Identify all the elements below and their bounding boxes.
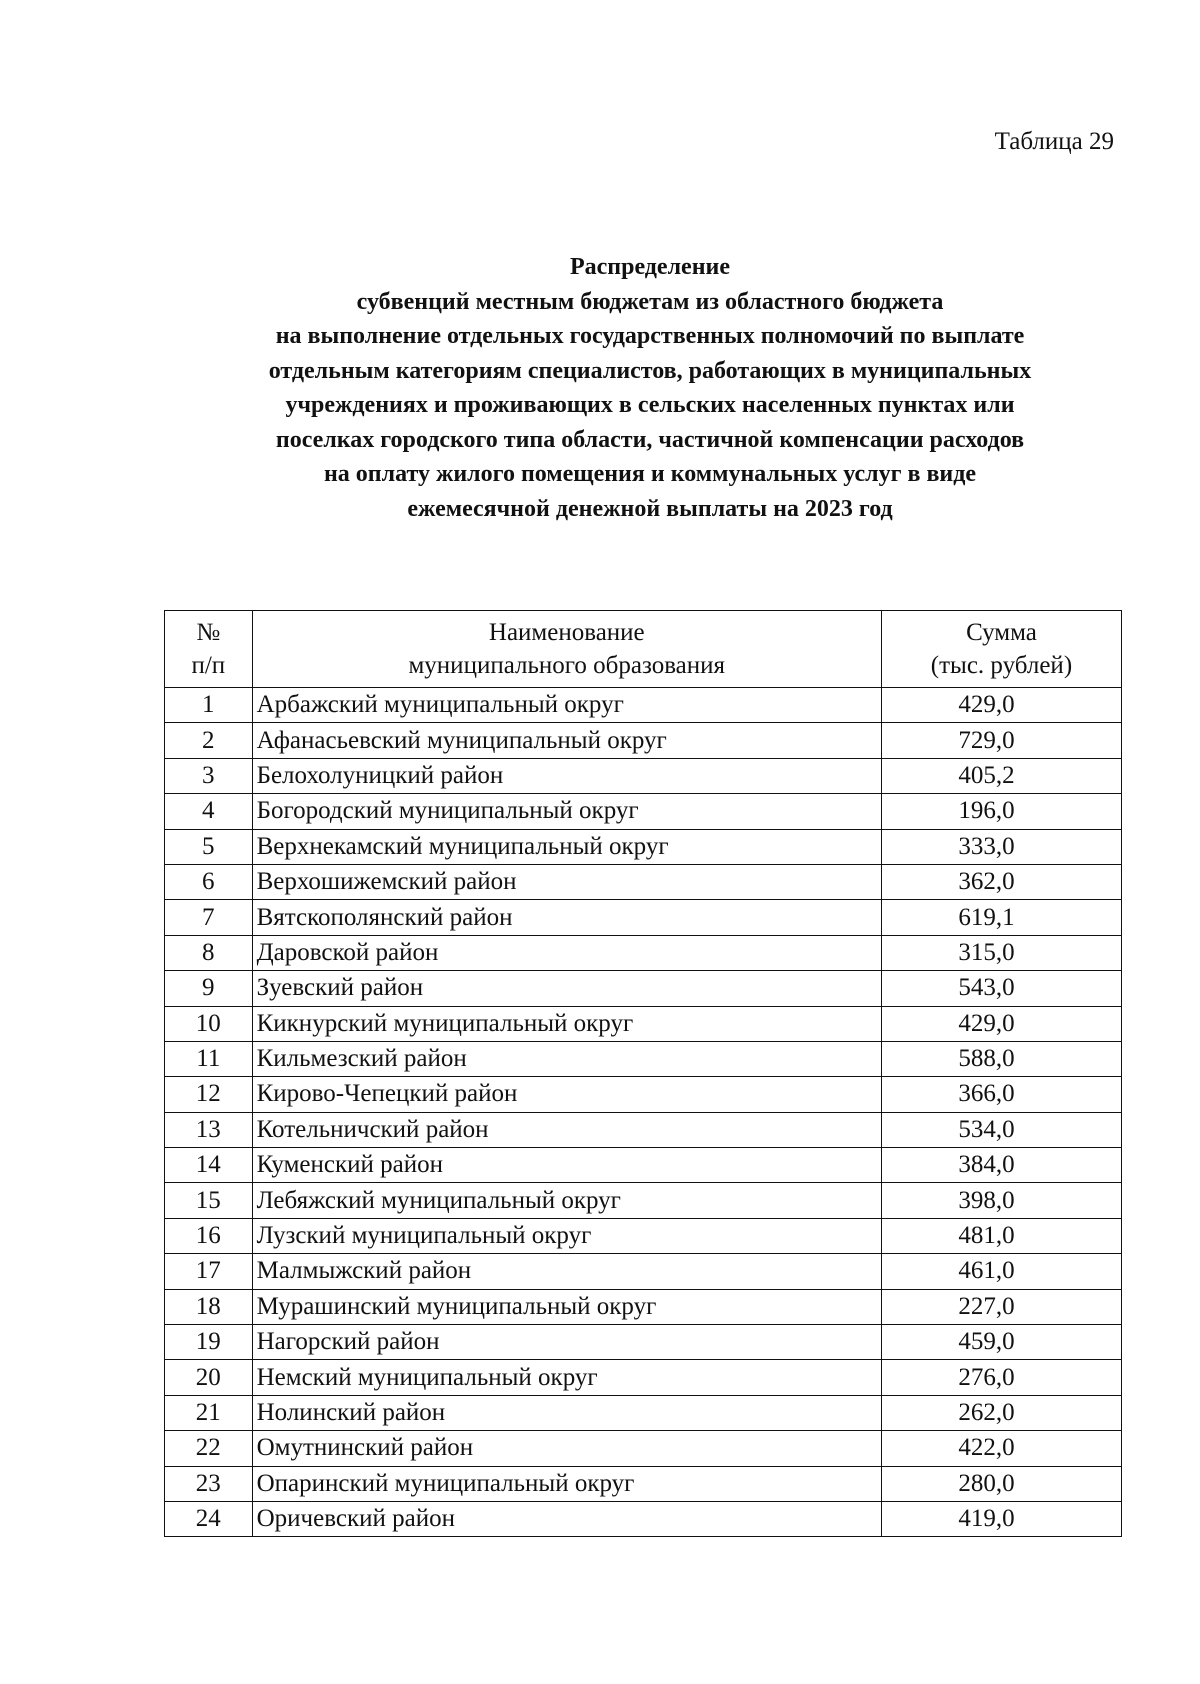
row-number: 1	[165, 688, 253, 723]
municipality-name: Омутнинский район	[252, 1431, 881, 1466]
municipality-name: Котельничский район	[252, 1112, 881, 1147]
municipality-name: Афанасьевский муниципальный округ	[252, 723, 881, 758]
subsidy-amount: 362,0	[881, 864, 1121, 899]
municipality-name: Опаринский муниципальный округ	[252, 1466, 881, 1501]
municipality-name: Даровской район	[252, 935, 881, 970]
subsidy-amount: 276,0	[881, 1360, 1121, 1395]
municipality-name: Верхнекамский муниципальный округ	[252, 829, 881, 864]
municipality-name: Лебяжский муниципальный округ	[252, 1183, 881, 1218]
row-number: 6	[165, 864, 253, 899]
row-number: 7	[165, 900, 253, 935]
row-number: 15	[165, 1183, 253, 1218]
subsidy-amount: 588,0	[881, 1041, 1121, 1076]
row-number: 8	[165, 935, 253, 970]
row-number: 9	[165, 971, 253, 1006]
table-row	[165, 794, 1122, 829]
table-row	[165, 971, 1122, 1006]
municipality-name: Мурашинский муниципальный округ	[252, 1289, 881, 1324]
municipality-name: Арбажский муниципальный округ	[252, 688, 881, 723]
table-row	[165, 1006, 1122, 1041]
subsidy-amount: 398,0	[881, 1183, 1121, 1218]
subsidy-amount: 366,0	[881, 1077, 1121, 1112]
title-line: ежемесячной денежной выплаты на 2023 год	[407, 495, 893, 522]
header-name-line2: муниципального образования	[408, 652, 726, 679]
document-title	[120, 250, 1180, 526]
municipality-name: Нолинский район	[252, 1395, 881, 1430]
municipality-name: Кирово-Чепецкий район	[252, 1077, 881, 1112]
subsidy-amount: 481,0	[881, 1218, 1121, 1253]
municipality-name: Малмыжский район	[252, 1254, 881, 1289]
subsidy-amount: 729,0	[881, 723, 1121, 758]
row-number: 18	[165, 1289, 253, 1324]
table-body	[165, 688, 1122, 1537]
row-number: 5	[165, 829, 253, 864]
header-num	[165, 611, 253, 688]
table-row	[165, 829, 1122, 864]
subsidy-amount: 405,2	[881, 758, 1121, 793]
subsidy-amount: 619,1	[881, 900, 1121, 935]
row-number: 19	[165, 1325, 253, 1360]
table-row	[165, 864, 1122, 899]
header-num-line2: п/п	[191, 652, 226, 679]
table-row	[165, 1183, 1122, 1218]
title-line: субвенций местным бюджетам из областного бюджета	[356, 288, 944, 315]
table-number: Таблица 29	[994, 128, 1114, 155]
header-sum-line1: Сумма	[966, 619, 1037, 646]
table-row	[165, 1431, 1122, 1466]
row-number: 20	[165, 1360, 253, 1395]
subsidy-table	[164, 610, 1122, 1537]
subsidy-amount: 384,0	[881, 1148, 1121, 1183]
municipality-name: Белохолуницкий район	[252, 758, 881, 793]
title-line: Распределение	[569, 254, 731, 280]
row-number: 3	[165, 758, 253, 793]
municipality-name: Зуевский район	[252, 971, 881, 1006]
table-row	[165, 1501, 1122, 1536]
table-row	[165, 1148, 1122, 1183]
municipality-name: Вятскополянский район	[252, 900, 881, 935]
title-line: отдельным категориям специалистов, работающих в муниципальных	[268, 357, 1032, 384]
subsidy-amount: 280,0	[881, 1466, 1121, 1501]
municipality-name: Оричевский район	[252, 1501, 881, 1536]
subsidy-amount: 333,0	[881, 829, 1121, 864]
row-number: 12	[165, 1077, 253, 1112]
table-row	[165, 688, 1122, 723]
subsidy-amount: 543,0	[881, 971, 1121, 1006]
subsidy-amount: 422,0	[881, 1431, 1121, 1466]
table-row	[165, 1041, 1122, 1076]
row-number: 24	[165, 1501, 253, 1536]
subsidy-amount: 419,0	[881, 1501, 1121, 1536]
header-row	[165, 611, 1122, 688]
subsidy-amount: 459,0	[881, 1325, 1121, 1360]
subsidy-amount: 429,0	[881, 1006, 1121, 1041]
row-number: 4	[165, 794, 253, 829]
table-header	[165, 611, 1122, 688]
title-line: на выполнение отдельных государственных полномочий по выплате	[275, 323, 1025, 349]
row-number: 13	[165, 1112, 253, 1147]
row-number: 2	[165, 723, 253, 758]
title-line: на оплату жилого помещения и коммунальных услуг в виде	[323, 461, 977, 487]
title-line: учреждениях и проживающих в сельских населенных пунктах или	[285, 392, 1015, 418]
municipality-name: Куменский район	[252, 1148, 881, 1183]
row-number: 11	[165, 1041, 253, 1076]
table-row	[165, 723, 1122, 758]
subsidy-amount: 429,0	[881, 688, 1121, 723]
subsidy-amount: 315,0	[881, 935, 1121, 970]
municipality-name: Немский муниципальный округ	[252, 1360, 881, 1395]
row-number: 21	[165, 1395, 253, 1430]
municipality-name: Лузский муниципальный округ	[252, 1218, 881, 1253]
subsidy-amount: 262,0	[881, 1395, 1121, 1430]
row-number: 10	[165, 1006, 253, 1041]
row-number: 17	[165, 1254, 253, 1289]
header-sum-line2: (тыс. рублей)	[930, 652, 1073, 679]
municipality-name: Верхошижемский район	[252, 864, 881, 899]
header-sum	[881, 611, 1121, 688]
municipality-name: Кикнурский муниципальный округ	[252, 1006, 881, 1041]
table-row	[165, 1360, 1122, 1395]
table-row	[165, 1077, 1122, 1112]
subsidy-amount: 227,0	[881, 1289, 1121, 1324]
row-number: 22	[165, 1431, 253, 1466]
table-row	[165, 758, 1122, 793]
subsidy-amount: 461,0	[881, 1254, 1121, 1289]
header-num-line1: №	[196, 619, 221, 646]
table-row	[165, 1395, 1122, 1430]
header-name-line1: Наименование	[488, 619, 645, 646]
municipality-name: Нагорский район	[252, 1325, 881, 1360]
subsidy-amount: 534,0	[881, 1112, 1121, 1147]
table-row	[165, 1112, 1122, 1147]
table-row	[165, 900, 1122, 935]
subsidy-amount: 196,0	[881, 794, 1121, 829]
table-row	[165, 1254, 1122, 1289]
table-row	[165, 935, 1122, 970]
table-row	[165, 1466, 1122, 1501]
table-row	[165, 1325, 1122, 1360]
table-row	[165, 1218, 1122, 1253]
row-number: 16	[165, 1218, 253, 1253]
table-row	[165, 1289, 1122, 1324]
municipality-name: Богородский муниципальный округ	[252, 794, 881, 829]
header-name	[252, 611, 881, 688]
title-line: поселках городского типа области, частичной компенсации расходов	[275, 426, 1025, 453]
municipality-name: Кильмезский район	[252, 1041, 881, 1076]
row-number: 14	[165, 1148, 253, 1183]
row-number: 23	[165, 1466, 253, 1501]
